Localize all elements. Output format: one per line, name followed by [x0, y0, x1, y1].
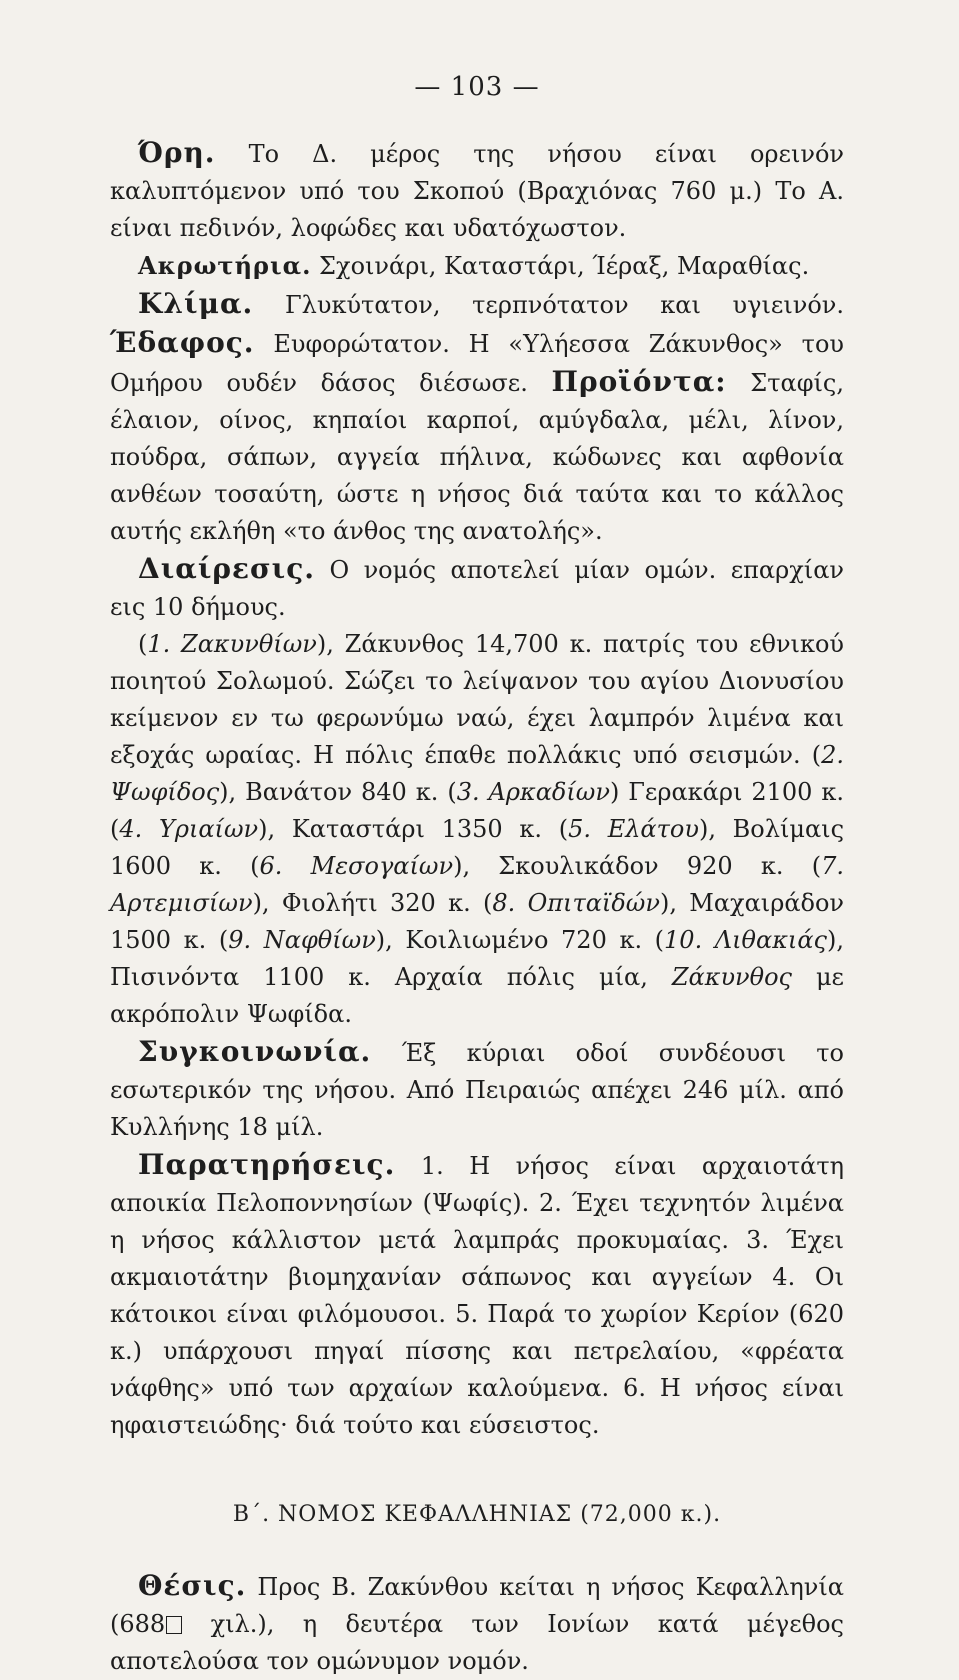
paragraph-remarks — [110, 1146, 844, 1444]
municipalities-text: ), Καταστάρι 1350 κ. ( — [258, 815, 569, 843]
text-mountains: Το Δ. μέρος της νήσου είναι ορεινόν καλυπτόμενον υπό του Σκοπού (Βραχιόνας 760 μ.) Το Α. είναι πεδινόν, λοφώδες και υδατόχωστον. — [110, 140, 844, 242]
text-products: Σταφίς, έλαιον, οίνος, κηπαίοι καρποί, αμύγδαλα, μέλι, λίνον, πούδρα, σάπων, αγγεία πήλινα, κώδωνες και αφθονία ανθέων τοσαύτη, ώστε η νήσος διά ταύτα και το κάλλος αυτής εκλήθη «το άνθος της ανατολής». — [110, 369, 845, 545]
page-number: — 103 — — [414, 72, 540, 102]
text-position-cont: χιλ.), η δευτέρα των Ιονίων κατά μέγεθος αποτελούσα τον ομώνυμον νομόν. — [110, 1610, 844, 1675]
municipalities-text: ), Σκουλικάδον 920 κ. ( — [453, 852, 822, 880]
paragraph-municipalities — [110, 626, 844, 1033]
municipalities-text: ), Φιολήτι 320 κ. ( — [252, 889, 493, 917]
paragraph-mountains — [110, 134, 844, 247]
text-position: Προς Β. Ζακύνθου κείται η νήσος Κεφαλληνία (688 — [110, 1573, 844, 1638]
heading-products: Προϊόντα: — [551, 365, 727, 398]
municipality-name: 4. Υριαίων — [119, 815, 259, 843]
heading-communication: Συγκοινωνία. — [138, 1035, 372, 1068]
paragraph-position — [110, 1567, 844, 1680]
municipality-name: 9. Ναφθίων — [228, 926, 376, 954]
heading-mountains: Όρη. — [138, 136, 216, 169]
square-km-box-icon — [166, 1616, 182, 1634]
municipality-name: 10. Λιθακιάς — [664, 926, 827, 954]
municipalities-text: ), Βανάτον 840 κ. ( — [219, 778, 457, 806]
municipality-name: 2. Ψωφίδος — [110, 741, 844, 806]
municipality-name: 5. Ελάτου — [568, 815, 699, 843]
heading-position: Θέσις. — [138, 1569, 247, 1602]
text-remarks: 1. Η νήσος είναι αρχαιοτάτη αποικία Πελοποννησίων (Ψωφίς). 2. Έχει τεχνητόν λιμένα η νήσος κάλλιστον μετά λαμπράς προκυμαίας. 3. Έχει ακμαιοτάτην βιομηχανίαν σάπωνος και αγγείων 4. Οι κάτοικοι είναι φιλόμουσοι. 5. Παρά το χωρίον Κερίον (620 κ.) υπάρχουσι πηγαί πίσσης και πετρελαίου, «φρέατα νάφθης» υπό των αρχαίων καλούμενα. 6. Η νήσος είναι ηφαιστειώδης· διά τούτο και εύσειστος. — [110, 1152, 844, 1439]
text-soil: Ευφορώτατον. Η «Υλήεσσα Ζάκυνθος» του Ομήρου ουδέν δάσος διέσωσε. — [110, 330, 844, 397]
municipalities-text: ), Μαχαιράδον 1500 κ. ( — [110, 889, 845, 954]
ancient-city-name: Ζάκυνθος — [671, 963, 792, 991]
paragraph-climate — [110, 285, 844, 550]
heading-remarks: Παρατηρήσεις. — [138, 1148, 396, 1181]
paragraph-division — [110, 550, 844, 626]
text-climate: Γλυκύτατον, τερπνότατον και υγιεινόν. — [253, 291, 844, 319]
heading-capes: Ακρωτήρια. — [138, 251, 312, 280]
municipalities-text: ), Βολίμαις 1600 κ. ( — [110, 815, 845, 880]
text-division: Ο νομός αποτελεί μίαν ομών. επαρχίαν εις 10 δήμους. — [110, 556, 844, 621]
text-capes: Σχοινάρι, Καταστάρι, Ίέραξ, Μαραθίας. — [311, 252, 810, 280]
municipalities-text: ) Γερακάρι 2100 κ. ( — [110, 778, 844, 843]
paragraph-capes — [110, 247, 844, 285]
section-title: Β΄. ΝΟΜΟΣ ΚΕΦΑΛΛΗΝΙΑΣ (72,000 κ.). — [232, 1502, 722, 1527]
municipality-name: 7. Αρτεμισίων — [110, 852, 845, 917]
municipalities-text: με ακρόπολιν Ψωφίδα. — [110, 963, 844, 1028]
municipalities-text: ), Πισινόντα 1100 κ. Αρχαία πόλις μία, — [110, 926, 844, 991]
heading-soil: Έδαφος. — [110, 326, 255, 359]
municipalities-text: ), Κοιλιωμένο 720 κ. ( — [375, 926, 665, 954]
heading-climate: Κλίμα. — [138, 287, 254, 320]
municipality-name: 8. Οπιταϊδών — [492, 889, 660, 917]
municipality-name: 3. Αρκαδίων — [456, 778, 610, 806]
municipalities-text: ), Ζάκυνθος 14,700 κ. πατρίς του εθνικού ποιητού Σολωμού. Σώζει το λείψανον του αγίου Διονυσίου κείμενον εν τω φερωνύμω ναώ, έχει λαμπρόν λιμένα και εξοχάς ωραίας. Η πόλις έπαθε πολλάκις υπό σεισμών. ( — [110, 630, 844, 769]
paragraph-communication — [110, 1033, 844, 1146]
municipalities-text: ( — [138, 630, 148, 658]
text-communication: Έξ κύριαι οδοί συνδέουσι το εσωτερικόν της νήσου. Από Πειραιώς απέχει 246 μίλ. από Κυλλήνης 18 μίλ. — [110, 1039, 844, 1141]
municipality-name: 1. Ζακυνθίων — [147, 630, 317, 658]
heading-division: Διαίρεσις. — [138, 552, 316, 585]
municipality-name: 6. Μεσογαίων — [259, 852, 454, 880]
